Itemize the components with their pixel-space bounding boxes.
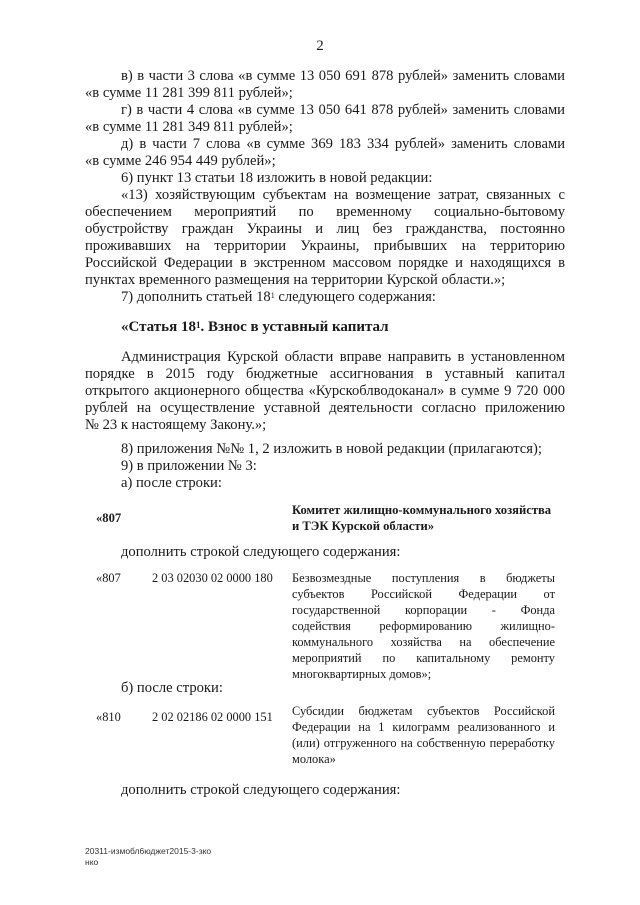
table-row-807-text-line1: Безвозмездные поступления в бюджеты [292, 571, 555, 585]
table-row-807-code: «807 [96, 571, 121, 585]
paragraph-supplement-1: дополнить строкой следующего содержания: [121, 544, 401, 560]
table-row-807-text-line2: субъектов Российской Федерации от [292, 587, 555, 601]
paragraph-item-9: 9) в приложении № 3: [121, 458, 257, 474]
paragraph-item-7: 7) дополнить статьей $18^1$ следующего содержания: [121, 289, 436, 305]
paragraph-supplement-2: дополнить строкой следующего содержания: [121, 782, 401, 798]
table-row-810-text-line1: Субсидии бюджетам субъектов Российской [292, 704, 555, 718]
table-row-810-text-line3: (или) отгруженного на собственную переработку [292, 736, 555, 750]
table-row-810-kbk: 2 02 02186 02 0000 151 [152, 710, 273, 724]
table-row-807-text-line6: мероприятий по капитальному ремонту [292, 651, 555, 665]
table-row-807-head-name-line1: Комитет жилищно-коммунального хозяйства [292, 503, 552, 517]
paragraph-13-line6: пунктах временного размещения на территории Курской области.»; [85, 272, 506, 288]
footer-doc-id-line2: нко [85, 857, 99, 867]
paragraph-item-g-line1: г) в части 4 слова «в сумме 13 050 641 878 рублей» заменить словами [121, 102, 565, 118]
table-row-810-text-line2: Федерации на 1 килограмм реализованного и [292, 720, 555, 734]
paragraph-item-d-line1: д) в части 7 слова «в сумме 369 183 334 рублей» заменить словами [121, 136, 565, 152]
paragraph-item-v-line1: в) в части 3 слова «в сумме 13 050 691 878 рублей» заменить словами [121, 68, 565, 84]
table-row-807-text-line3: государственной корпорации - Фонда [292, 603, 555, 617]
article-body-line3: открытого акционерного общества «Курскоблводоканал» в сумме 9 720 000 [85, 383, 565, 399]
paragraph-13-line3: обустройству граждан Украины и лиц без гражданства, постоянно [85, 221, 565, 237]
table-row-810-text-line4: молока» [292, 752, 336, 766]
footer-doc-id-line1: 20311-измобл6юджет2015-3-зко [85, 846, 212, 856]
article-body-line2: порядке в 2015 году бюджетные ассигнования в уставный капитал [85, 366, 565, 382]
paragraph-13-line4: проживавших на территории Украины, прибывших на территорию [85, 238, 565, 254]
table-row-807-text-line5: коммунального хозяйства на обеспечение [292, 635, 555, 649]
paragraph-13-line5: Российской Федерации в экстренном массовом порядке и находящихся в [85, 255, 565, 271]
article-heading: «Статья $18^1$. Взнос в уставный капитал [121, 319, 389, 335]
table-row-810-code: «810 [96, 710, 121, 724]
paragraph-item-6: 6) пункт 13 статьи 18 изложить в новой редакции: [121, 170, 433, 186]
paragraph-item-v-line2: «в сумме 11 281 399 811 рублей»; [85, 85, 293, 101]
paragraph-13-line1: «13) хозяйствующим субъектам на возмещение затрат, связанных с [121, 187, 565, 203]
table-row-807-kbk: 2 03 02030 02 0000 180 [152, 571, 273, 585]
paragraph-13-line2: обеспечением мероприятий по временному социально-бытовому [85, 204, 565, 220]
paragraph-item-8: 8) приложения №№ 1, 2 изложить в новой редакции (прилагаются); [121, 441, 542, 457]
article-body-line1: Администрация Курской области вправе направить в установленном [121, 349, 565, 365]
page-number: 2 [316, 38, 324, 54]
paragraph-item-9b: б) после строки: [121, 680, 223, 696]
paragraph-item-d-line2: «в сумме 246 954 449 рублей»; [85, 153, 276, 169]
paragraph-item-9a: а) после строки: [121, 475, 222, 491]
article-body-line4: рублей на осуществление уставной деятельности согласно приложению [85, 400, 565, 416]
table-row-807-head-code: «807 [96, 511, 122, 525]
table-row-807-text-line7: многоквартирных домов»; [292, 667, 432, 681]
table-row-807-head-name-line2: и ТЭК Курской области» [292, 519, 435, 533]
paragraph-item-g-line2: «в сумме 11 281 349 811 рублей»; [85, 119, 293, 135]
article-body-line5: № 23 к настоящему Закону.»; [85, 417, 267, 433]
table-row-807-text-line4: содействия реформированию жилищно- [292, 619, 555, 633]
